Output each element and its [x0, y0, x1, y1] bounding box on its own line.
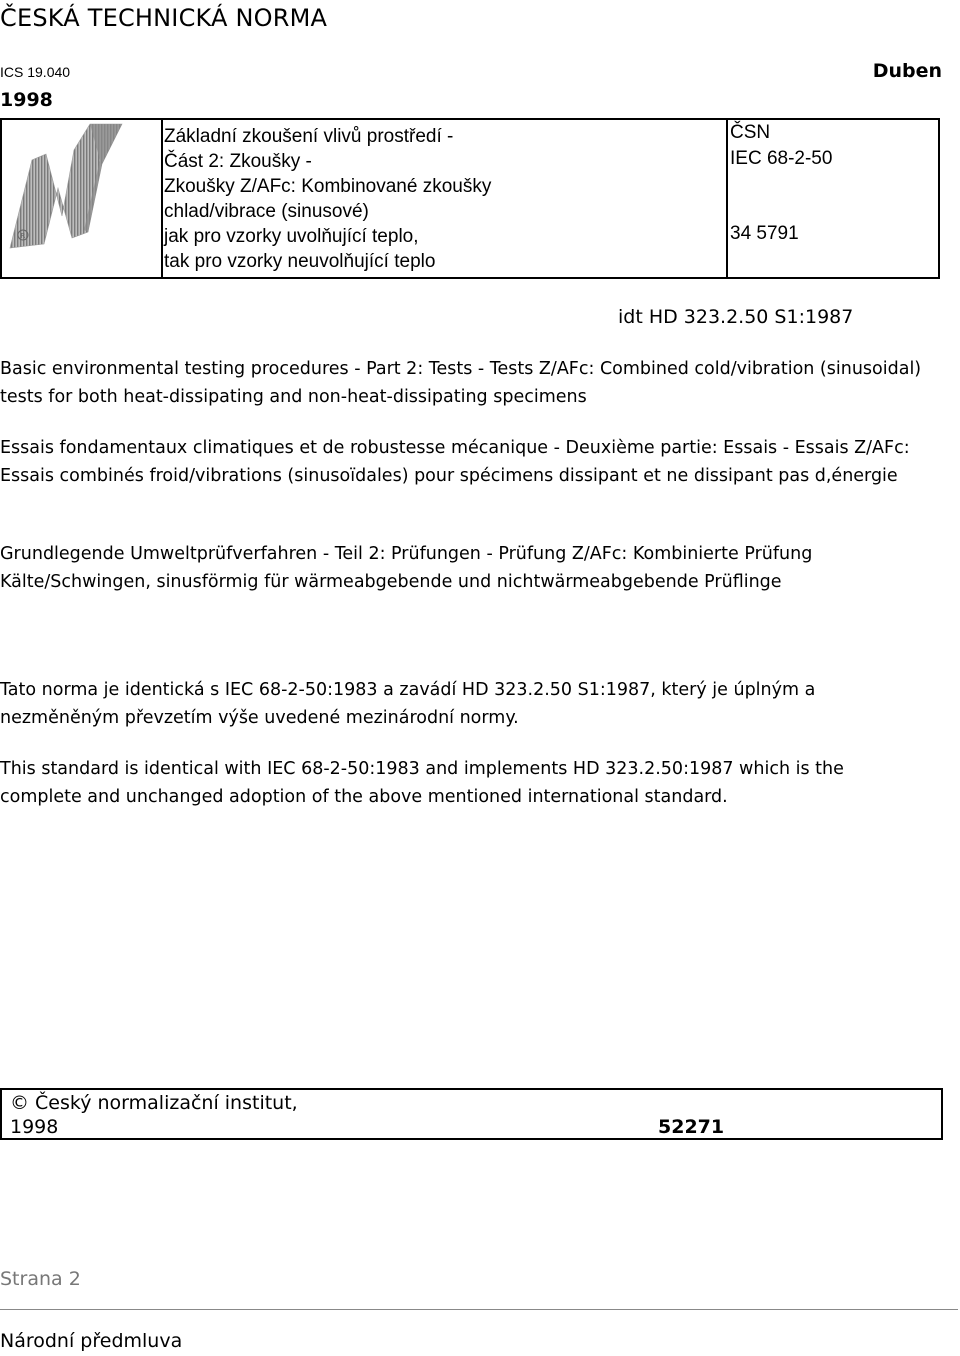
- copyright-year: 1998: [10, 1116, 59, 1138]
- csn-label: ČSN: [730, 122, 771, 143]
- svg-text:R: R: [20, 232, 26, 240]
- title-french: Essais fondamentaux climatiques et de robustesse mécanique - Deuxième partie: Essais - Essais Z/AFc: Essais combinés froid/vibrations (sinusoïdales) pour spécimens dissipant et ne dissipant pas d,énergie: [0, 438, 910, 486]
- title-line: Základní zkoušení vlivů prostředí -: [164, 126, 454, 147]
- ics-code: ICS 19.040: [0, 64, 71, 80]
- csni-logo-icon: [2, 120, 160, 277]
- title-line: chlad/vibrace (sinusové): [164, 201, 369, 222]
- standard-header-box: [0, 118, 940, 279]
- document-number: 52271: [658, 1116, 725, 1138]
- statement-english: This standard is identical with IEC 68-2-50:1983 and implements HD 323.2.50:1987 which is the complete and unchanged adoption of the above mentioned international standard.: [0, 759, 844, 807]
- title-line: Část 2: Zkoušky -: [164, 151, 312, 172]
- publication-year: 1998: [0, 89, 53, 111]
- copyright-box: [0, 1088, 943, 1140]
- title-line: Zkoušky Z/AFc: Kombinované zkoušky: [164, 176, 492, 197]
- statement-czech: Tato norma je identická s IEC 68-2-50:1983 a zavádí HD 323.2.50 S1:1987, který je úplným a nezměněným převzetím výše uvedené mezinárodní normy.: [0, 680, 816, 728]
- idt-reference: idt HD 323.2.50 S1:1987: [618, 306, 854, 328]
- divider: [0, 1309, 958, 1310]
- logo-cell: [2, 120, 163, 277]
- csn-cell: [726, 120, 940, 277]
- title-german: Grundlegende Umweltprüfverfahren - Teil 2: Prüfungen - Prüfung Z/AFc: Kombinierte Prüfung Kälte/Schwingen, sinusförmig für wärmeabgebende und nichtwärmeabgebende Prüflinge: [0, 544, 813, 592]
- title-line: jak pro vzorky uvolňující teplo,: [164, 226, 419, 247]
- page-label: Strana 2: [0, 1268, 81, 1290]
- document-title: ČESKÁ TECHNICKÁ NORMA: [0, 4, 328, 32]
- iec-number: IEC 68-2-50: [730, 148, 833, 169]
- title-line: tak pro vzorky neuvolňující teplo: [164, 251, 436, 272]
- title-english: Basic environmental testing procedures - Part 2: Tests - Tests Z/AFc: Combined cold/vibration (sinusoidal) tests for both heat-dissipating and non-heat-dissipating specimens: [0, 359, 922, 407]
- copyright-text: © Český normalizační institut,: [10, 1092, 298, 1114]
- class-number: 34 5791: [730, 223, 799, 244]
- section-title: Národní předmluva: [0, 1330, 183, 1352]
- publication-month: Duben: [872, 60, 942, 82]
- standard-title: [164, 124, 724, 274]
